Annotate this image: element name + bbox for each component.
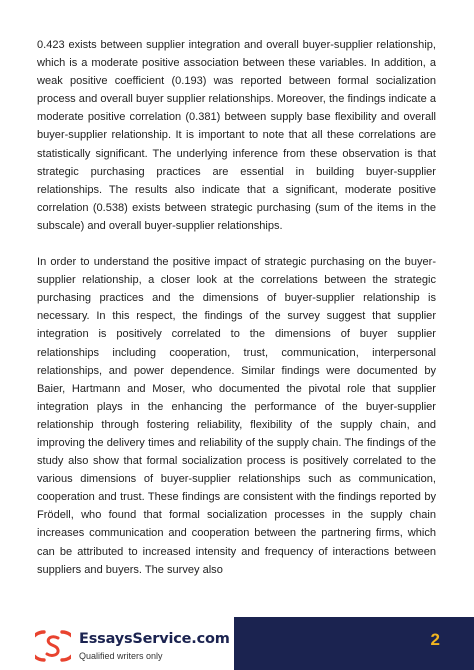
brand-logo [35,627,235,667]
page-number-band [234,617,474,670]
page-number: 2 [430,630,440,649]
document-body [37,36,436,579]
brand-name: EssaysService.com [79,631,230,647]
body-paragraph: 0.423 exists between supplier integration and overall buyer-supplier relationship, which is a moderate positive association between these variables. In addition, a weak positive coefficient (0.193) was reported between formal socialization process and overall buyer supplier relationships. Moreover, the findings indicate a moderate positive correlation (0.381) between supply base flexibility and overall buyer-supplier relationship. It is important to note that all these correlations are statistically significant. The underlying inference from these observation is that strategic purchasing practices are essential in building buyer-supplier relationships. The results also indicate that a significant, moderate positive correlation (0.538) exists between strategic purchasing (sum of the items in the subscale) and overall buyer-supplier relationships. [37,39,436,232]
page-footer [0,617,474,670]
essaysservice-logo-icon [35,628,71,664]
brand-tagline: Qualified writers only [79,651,163,661]
body-paragraph: In order to understand the positive impact of strategic purchasing on the buyer-supplier relationship, a closer look at the correlations between the strategic purchasing practices and the dimensions of buyer-supplier relationship is necessary. In this respect, the findings of the survey suggest that supplier integration is positively correlated to the dimensions of buyer supplier relationships including cooperation, trust, communication, interpersonal relationships, and power dependence. Similar findings were documented by Baier, Hartmann and Moser, who documented the pivotal role that supplier integration plays in the enhancing the performance of the buyer-supplier relationship through fostering reliability, flexibility of the supply chain, and improving the delivery times and reliability of the supply chain. The findings of the study also show that formal socialization process is positively correlated to the various dimensions of buyer-supplier relationships such as communication, cooperation and trust. These findings are consistent with the findings reported by Frödell, who found that formal socialization processes in the supply chain increases communication and cooperation between the partnering firms, which can be attributed to increased intensity and frequency of interactions between suppliers and buyers. The survey also [37,256,436,576]
